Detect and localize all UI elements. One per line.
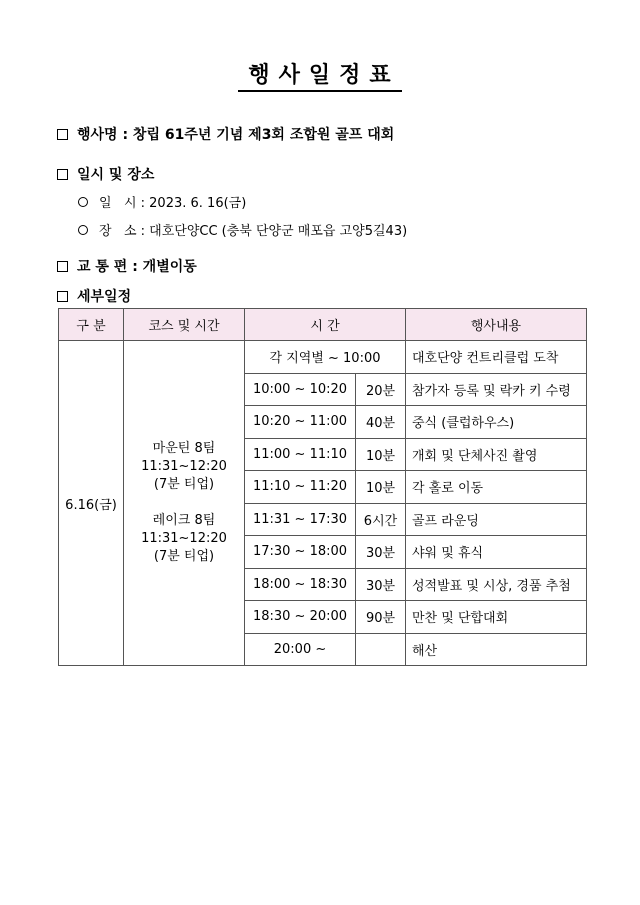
content-cell: 참가자 등록 및 락카 키 수령 [406, 373, 587, 406]
time-cell: 10:20 ~ 11:00 [245, 406, 356, 439]
duration-cell: 30분 [356, 536, 406, 569]
date-line: 일 시 : 2023. 6. 16(금) [78, 192, 246, 211]
section-details: 세부일정 [57, 286, 131, 306]
place-line: 장 소 : 대호단양CC (충북 단양군 매포읍 고양5길43) [78, 220, 407, 239]
time-cell: 17:30 ~ 18:00 [245, 536, 356, 569]
content-cell: 중식 (클럽하우스) [406, 406, 587, 439]
header-content: 행사내용 [406, 309, 587, 341]
page-title: 행사일정표 [0, 58, 640, 89]
time-cell: 18:30 ~ 20:00 [245, 601, 356, 634]
time-cell: 20:00 ~ [245, 633, 356, 666]
time-cell: 11:00 ~ 11:10 [245, 438, 356, 471]
content-cell: 만찬 및 단합대회 [406, 601, 587, 634]
duration-cell: 40분 [356, 406, 406, 439]
section-event: 행사명 : 창립 61주년 기념 제3회 조합원 골프 대회 [57, 124, 394, 144]
circle-bullet-icon [78, 225, 88, 235]
duration-cell [356, 633, 406, 666]
duration-cell: 10분 [356, 471, 406, 504]
circle-bullet-icon [78, 197, 88, 207]
table-header-row [59, 309, 587, 341]
content-cell: 샤워 및 휴식 [406, 536, 587, 569]
square-bullet-icon [57, 291, 68, 302]
square-bullet-icon [57, 169, 68, 180]
header-time: 시 간 [245, 309, 406, 341]
section-transport: 교 통 편 : 개별이동 [57, 256, 197, 276]
course-cell: 마운틴 8팀 11:31~12:20 (7분 티업) 레이크 8팀 11:31~12:20 (7분 티업) [124, 341, 245, 666]
duration-cell: 30분 [356, 568, 406, 601]
time-cell: 10:00 ~ 10:20 [245, 373, 356, 406]
content-cell: 각 홀로 이동 [406, 471, 587, 504]
time-cell: 18:00 ~ 18:30 [245, 568, 356, 601]
date-cell: 6.16(금) [59, 341, 124, 666]
duration-cell: 6시간 [356, 503, 406, 536]
time-cell: 11:31 ~ 17:30 [245, 503, 356, 536]
schedule-table [58, 308, 587, 666]
section-datetime: 일시 및 장소 [57, 164, 154, 184]
content-cell: 해산 [406, 633, 587, 666]
time-cell: 11:10 ~ 11:20 [245, 471, 356, 504]
table-row [59, 341, 587, 374]
content-cell: 골프 라운딩 [406, 503, 587, 536]
square-bullet-icon [57, 261, 68, 272]
content-cell: 개회 및 단체사진 촬영 [406, 438, 587, 471]
header-course: 코스 및 시간 [124, 309, 245, 341]
square-bullet-icon [57, 129, 68, 140]
duration-cell: 90분 [356, 601, 406, 634]
time-cell: 각 지역별 ~ 10:00 [245, 341, 406, 374]
header-category: 구 분 [59, 309, 124, 341]
duration-cell: 10분 [356, 438, 406, 471]
content-cell: 대호단양 컨트리클럽 도착 [406, 341, 587, 374]
duration-cell: 20분 [356, 373, 406, 406]
content-cell: 성적발표 및 시상, 경품 추첨 [406, 568, 587, 601]
